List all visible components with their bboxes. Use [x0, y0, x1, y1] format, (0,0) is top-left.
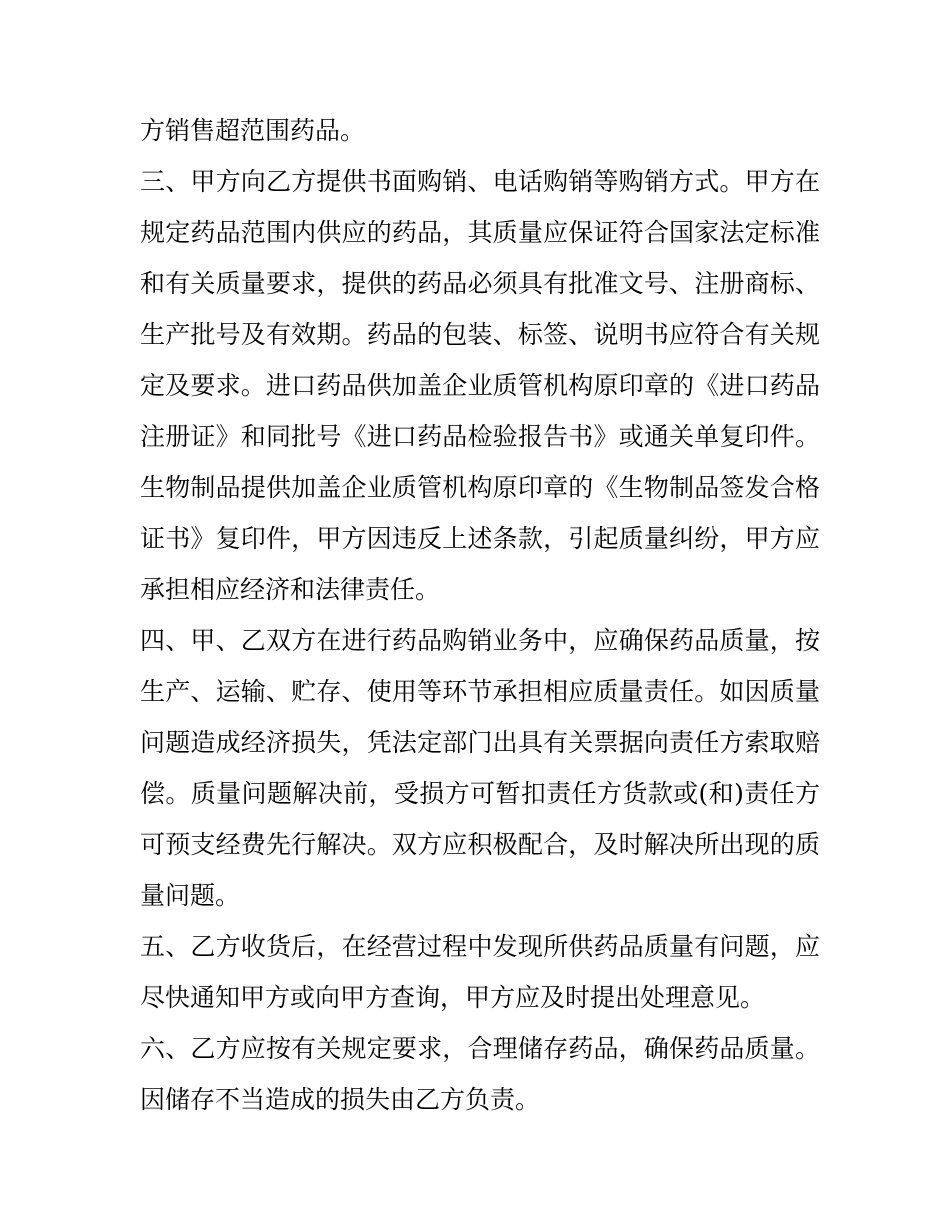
text-line: 量问题。 — [140, 881, 241, 910]
text-line: 问题造成经济损失，凭法定部门出具有关票据向责任方索取赔 — [140, 728, 820, 757]
text-line: 尽快通知甲方或向甲方查询，甲方应及时提出处理意见。 — [140, 983, 766, 1012]
text-line: 定及要求。进口药品供加盖企业质管机构原印章的《进口药品 — [140, 371, 820, 400]
text-line: 生产、运输、贮存、使用等环节承担相应质量责任。如因质量 — [140, 677, 820, 706]
text-line: 四、甲、乙双方在进行药品购销业务中，应确保药品质量，按 — [140, 626, 820, 655]
text-line: 方销售超范围药品。 — [140, 116, 366, 145]
contract-text — [140, 105, 820, 1125]
text-line: 注册证》和同批号《进口药品检验报告书》或通关单复印件。 — [140, 422, 820, 451]
text-line: 承担相应经济和法律责任。 — [140, 575, 441, 604]
text-line: 规定药品范围内供应的药品，其质量应保证符合国家法定标准 — [140, 218, 820, 247]
text-line: 因储存不当造成的损失由乙方负责。 — [140, 1085, 541, 1114]
text-line: 五、乙方收货后，在经营过程中发现所供药品质量有问题，应 — [140, 932, 820, 961]
text-line: 证书》复印件，甲方因违反上述条款，引起质量纠纷，甲方应 — [140, 524, 820, 553]
text-line: 生产批号及有效期。药品的包装、标签、说明书应符合有关规 — [140, 320, 820, 349]
text-line: 偿。质量问题解决前，受损方可暂扣责任方货款或(和)责任方 — [140, 779, 820, 808]
text-line: 可预支经费先行解决。双方应积极配合，及时解决所出现的质 — [140, 830, 820, 859]
text-line: 生物制品提供加盖企业质管机构原印章的《生物制品签发合格 — [140, 473, 820, 502]
text-line: 三、甲方向乙方提供书面购销、电话购销等购销方式。甲方在 — [140, 167, 820, 196]
text-line: 和有关质量要求，提供的药品必须具有批准文号、注册商标、 — [140, 269, 820, 298]
text-line: 六、乙方应按有关规定要求，合理储存药品，确保药品质量。 — [140, 1034, 820, 1063]
